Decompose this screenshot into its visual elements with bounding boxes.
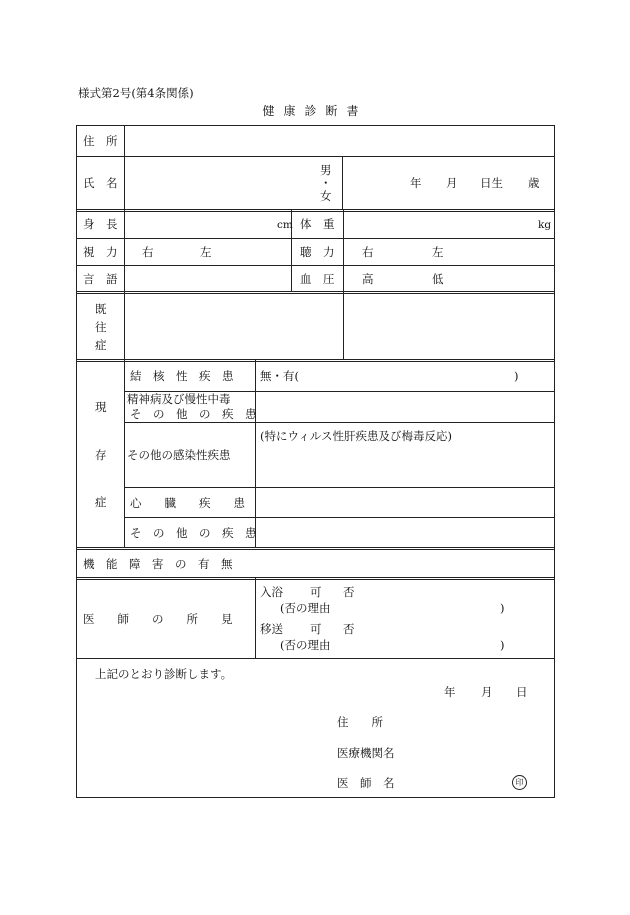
column-divider (255, 359, 256, 547)
tb-label: 結 核 性 疾 患 (130, 369, 234, 383)
bath-ok[interactable]: 可 (310, 585, 322, 599)
column-divider (342, 156, 343, 209)
history-label-2: 往 (95, 320, 107, 334)
bp-low-label: 低 (432, 272, 444, 286)
row-divider (77, 577, 554, 580)
speech-label: 言 語 (83, 272, 118, 286)
history-label-3: 症 (95, 338, 107, 352)
sex-female[interactable]: 女 (320, 189, 332, 203)
statement: 上記のとおり診断します。 (95, 667, 233, 681)
seal-icon: 印 (512, 775, 527, 790)
date-month-label: 月 (481, 685, 493, 699)
transfer-reason: (否の理由 (280, 638, 331, 652)
current-label-2: 存 (95, 448, 107, 462)
sex-male[interactable]: 男 (320, 163, 332, 177)
disability-label: 機 能 障 害 の 有 無 (83, 557, 233, 571)
infectious-label: その他の感染性疾患 (127, 448, 231, 462)
weight-label: 体 重 (300, 217, 335, 231)
current-label-3: 症 (95, 495, 107, 509)
vision-right-label: 右 (142, 245, 154, 259)
footer-address-label: 住 所 (337, 715, 383, 729)
transfer-label: 移送 (260, 622, 283, 636)
birth-year-label: 年 (410, 176, 422, 190)
row-divider (124, 422, 554, 423)
row-divider (77, 156, 554, 157)
institution-label: 医療機関名 (337, 746, 395, 760)
age-label: 歳 (528, 176, 540, 190)
row-divider (77, 359, 554, 362)
transfer-ng[interactable]: 否 (343, 622, 355, 636)
sex-separator: ・ (320, 176, 332, 190)
birth-month-label: 月 (446, 176, 458, 190)
column-divider (124, 126, 125, 359)
row-divider (77, 238, 554, 239)
date-day-label: 日 (516, 685, 528, 699)
bath-label: 入浴 (260, 585, 283, 599)
blood-pressure-label: 血 圧 (300, 272, 335, 286)
birth-day-label: 日生 (480, 176, 503, 190)
mental-label-2: そ の 他 の 疾 患 (130, 407, 257, 421)
height-unit: cm (277, 219, 293, 231)
row-divider (124, 517, 554, 518)
name-label: 氏 名 (83, 176, 118, 190)
row-divider (77, 209, 554, 212)
transfer-ok[interactable]: 可 (310, 622, 322, 636)
bath-ng[interactable]: 否 (343, 585, 355, 599)
hearing-right-label: 右 (362, 245, 374, 259)
column-divider (343, 209, 344, 291)
heart-label: 心 臓 疾 患 (130, 496, 245, 510)
bath-reason-close: ) (500, 601, 505, 615)
doctor-name-label: 医 師 名 (337, 776, 395, 790)
tb-close: ) (514, 369, 519, 383)
row-divider (77, 265, 554, 266)
hearing-left-label: 左 (432, 245, 444, 259)
row-divider (124, 487, 554, 488)
vision-left-label: 左 (200, 245, 212, 259)
bp-high-label: 高 (362, 272, 374, 286)
mental-label-1: 精神病及び慢性中毒 (127, 392, 231, 406)
date-year-label: 年 (444, 685, 456, 699)
transfer-reason-close: ) (500, 638, 505, 652)
address-label: 住 所 (83, 134, 118, 148)
current-label-1: 現 (95, 400, 107, 414)
infectious-note: (特にウィルス性肝疾患及び梅毒反応) (260, 429, 452, 443)
column-divider (255, 577, 256, 658)
column-divider (343, 291, 344, 359)
opinion-label: 医 師 の 所 見 (83, 612, 233, 626)
row-divider (77, 658, 554, 659)
other-disease-label: そ の 他 の 疾 患 (130, 526, 257, 540)
form-number: 様式第2号(第4条関係) (78, 86, 194, 100)
document-title: 健康診断書 (262, 104, 368, 118)
column-divider (124, 359, 125, 547)
row-divider (77, 547, 554, 550)
weight-unit: kg (538, 219, 552, 231)
tb-value[interactable]: 無・有( (260, 369, 299, 383)
bath-reason: (否の理由 (280, 601, 331, 615)
row-divider (77, 291, 554, 294)
height-label: 身 長 (83, 217, 118, 231)
hearing-label: 聴 力 (300, 245, 335, 259)
vision-label: 視 力 (83, 245, 118, 259)
history-label-1: 既 (95, 302, 107, 316)
